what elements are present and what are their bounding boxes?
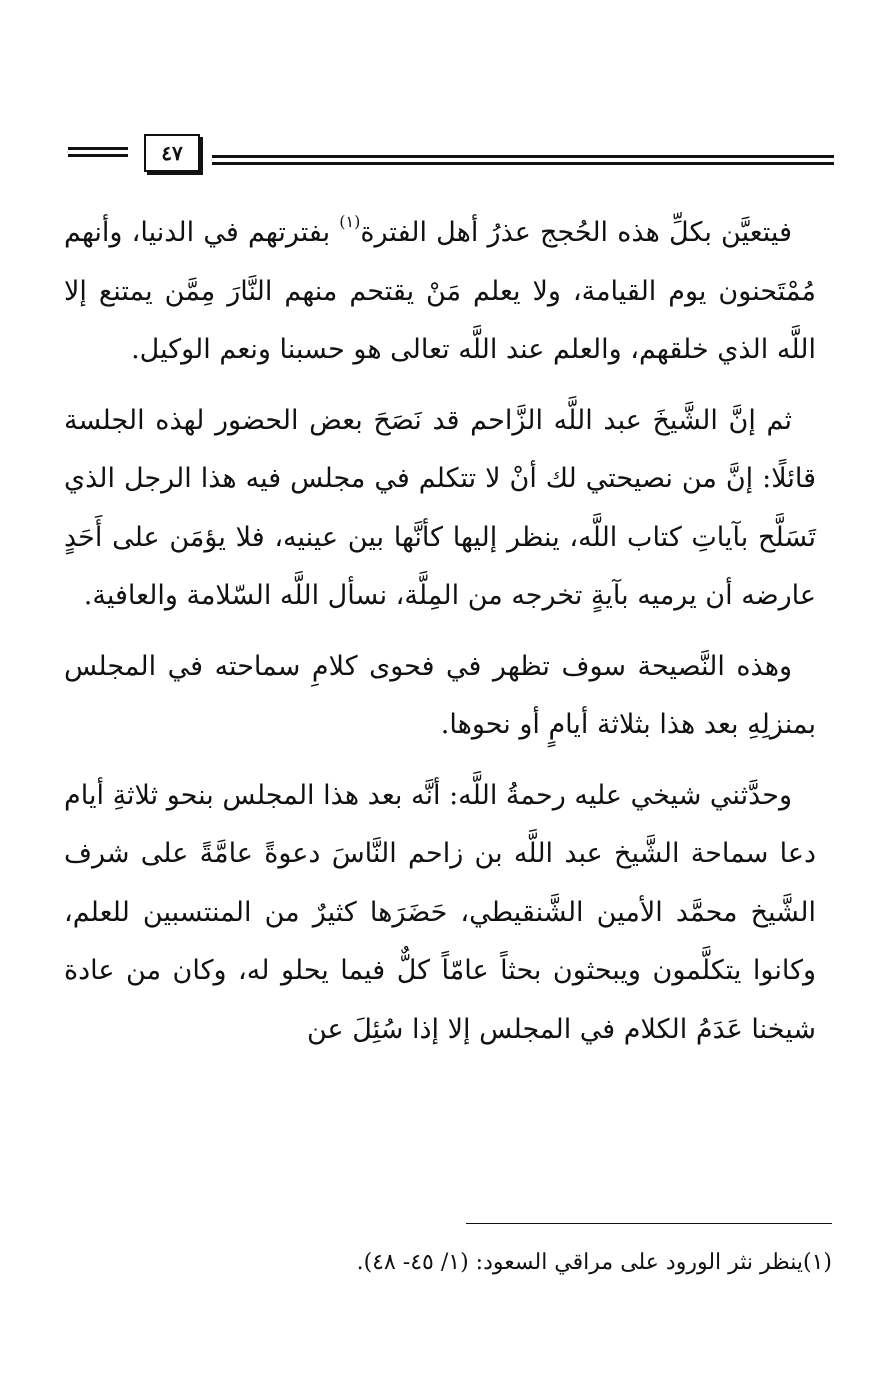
footnote-separator xyxy=(466,1223,832,1224)
header-rule-left xyxy=(68,147,128,157)
header-rule-right xyxy=(212,155,834,165)
paragraph-4 xyxy=(64,767,816,1060)
paragraph-1-text: فيتعيَّن بكلِّ هذه الحُجج عذرُ أهل الفترة xyxy=(360,217,792,248)
paragraph-2-text: ثم إنَّ الشَّيخَ عبد اللَّه الزَّاحم قد نَصَحَ بعض الحضور لهذه الجلسة قائلًا: إنَّ من نصيحتي لك أنْ لا تتكلم في مجلس فيه هذا الرجل الذي تَسَلَّح بآياتِ كتاب اللَّه، ينظر إليها كأنَّها بين عينيه، فلا يؤمَن على أَحَدٍ عارضه أن يرميه بآيةٍ تخرجه من المِلَّة، نسأل اللَّه السّلامة والعافية. xyxy=(64,404,816,611)
footnote: (١)ينظر نثر الورود على مراقي السعود: (١/ ٤٥- ٤٨). xyxy=(356,1250,832,1275)
paragraph-3 xyxy=(64,638,816,755)
footnote-reference: (١) xyxy=(339,212,361,231)
paragraph-1 xyxy=(64,204,816,380)
paragraph-2 xyxy=(64,392,816,626)
page-header xyxy=(62,130,834,174)
paragraph-3-text: وهذه النَّصيحة سوف تظهر في فحوى كلامِ سماحته في المجلس بمنزلِهِ بعد هذا بثلاثة أيامٍ أو نحوها. xyxy=(64,650,816,740)
page-number: ٤٧ xyxy=(144,134,200,172)
main-text xyxy=(64,204,816,1071)
paragraph-1-text-continued: بفترتهم في الدنيا، وأنهم مُمْتَحنون يوم القيامة، ولا يعلم مَنْ يقتحم منهم النَّارَ مِمَّن يمتنع إلا اللَّه الذي خلقهم، والعلم عند اللَّه تعالى هو حسبنا ونعم الوكيل. xyxy=(64,217,816,365)
paragraph-4-text: وحدَّثني شيخي عليه رحمةُ اللَّه: أنَّه بعد هذا المجلس بنحو ثلاثةِ أيام دعا سماحة الشَّيخ عبد اللَّه بن زاحم النَّاسَ دعوةً عامَّةً على شرف الشَّيخ محمَّد الأمين الشَّنقيطي، حَضَرَها كثيرٌ من المنتسبين للعلم، وكانوا يتكلَّمون ويبحثون بحثاً عامّاً كلٌّ فيما يحلو له، وكان من عادة شيخنا عَدَمُ الكلام في المجلس إلا إذا سُئِلَ عن xyxy=(64,779,816,1045)
